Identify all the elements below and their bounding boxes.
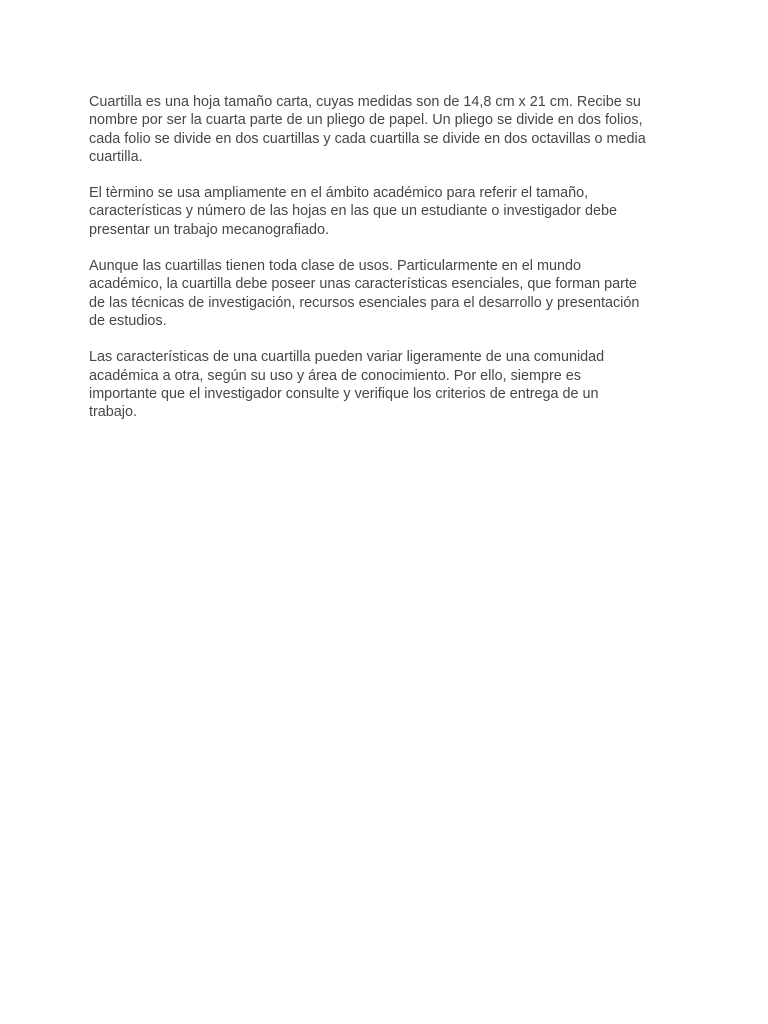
- paragraph-variation: Las características de una cuartilla pueden variar ligeramente de una comunidad académica a otra, según su uso y área de conocimiento. Por ello, siempre es importante que el investigador consulte y verifique los criterios de entrega de un trabajo.: [89, 349, 605, 421]
- paragraph-definition: Cuartilla es una hoja tamaño carta, cuyas medidas son de 14,8 cm x 21 cm. Recibe su nombre por ser la cuarta parte de un pliego de papel. Un pliego se divide en dos folios, cada folio se divide en dos cuartillas y cada cuartilla se divide en dos octavillas o media cuartilla.: [89, 94, 646, 165]
- paragraph-characteristics: Aunque las cuartillas tienen toda clase de usos. Particularmente en el mundo académico, la cuartilla debe poseer unas características esenciales, que forman parte de las técnicas de investigación, recursos esenciales para el desarrollo y presentación de estudios.: [89, 258, 640, 329]
- paragraph-academic-usage: El tèrmino se usa ampliamente en el ámbito académico para referir el tamaño, características y número de las hojas en las que un estudiante o investigador debe presentar un trabajo mecanografiado.: [89, 185, 617, 238]
- document-body: [89, 93, 689, 439]
